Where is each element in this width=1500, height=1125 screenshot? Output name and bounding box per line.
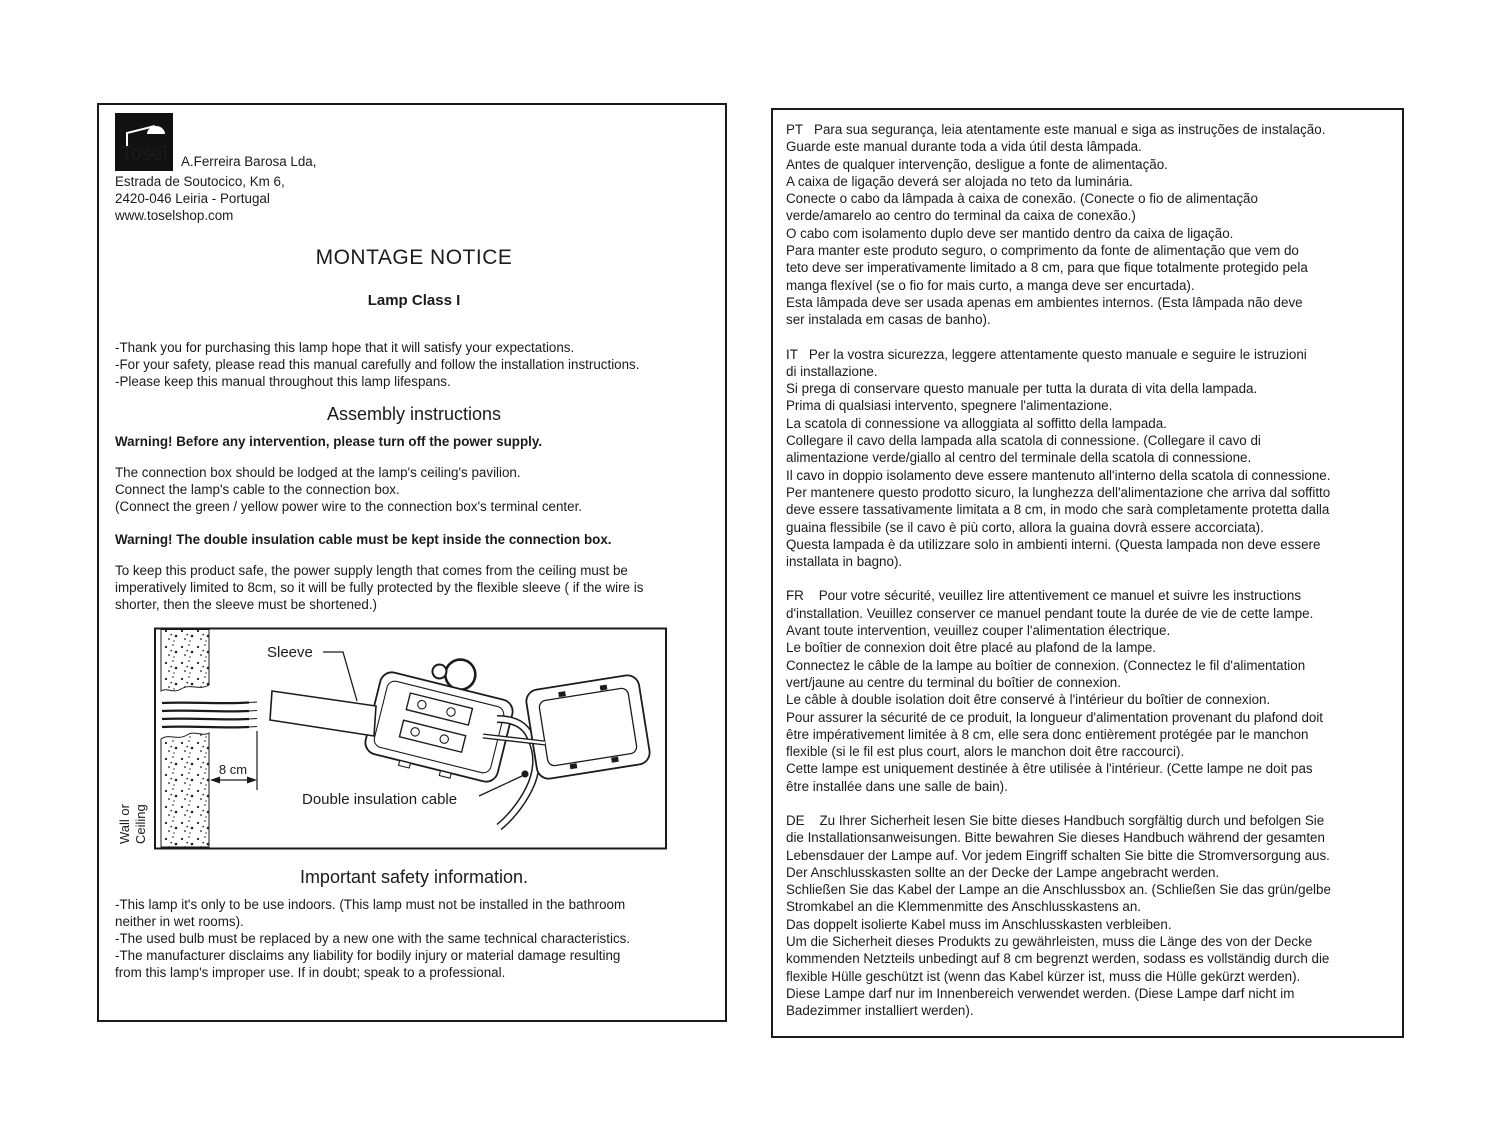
assembly-heading: Assembly instructions [326,404,502,424]
text-line: flexible (si le fil est plus court, alors le manchon doit être raccourci). [786,744,1185,760]
text-line: Cette lampe est uniquement destinée à être utilisée à l'intérieur. (Cette lampe ne doit pas [786,761,1313,777]
text-line: Um die Sicherheit dieses Produkts zu gewährleisten, muss die Länge des von der Decke [786,934,1313,950]
lamp-logo-icon [115,113,173,171]
language-section-de [786,812,1394,1020]
text-line: Le câble à double isolation doit être conservé à l'intérieur du boîtier de connexion. [786,692,1271,708]
text-line: www.toselshop.com [115,208,234,223]
text-line: Schließen Sie das Kabel der Lampe an die Anschlussbox an. (Schließen Sie das grün/gelbe [786,882,1331,898]
svg-text:Ceiling: Ceiling [133,804,148,844]
installation-diagram [99,627,713,853]
text-line: (Connect the green / yellow power wire to the connection box's terminal center. [115,499,583,514]
language-section-pt [786,121,1394,329]
text-line: Le boîtier de connexion doit être placé au plafond de la lampe. [786,640,1156,656]
warning-insulation: Warning! The double insulation cable must be kept inside the connection box. [115,532,612,547]
text-line: teto deve ser imperativamente limitado a 8 cm, para que fique totalmente protegido pela [786,260,1308,276]
text-line: IT Per la vostra sicurezza, leggere attentamente questo manuale e seguire le istruzioni [786,346,1307,362]
assembly-paragraph [115,464,713,515]
text-line: neither in wet rooms). [115,914,244,929]
text-line: vert/jaune au centre du terminal du boîtier de connexion. [786,674,1121,690]
text-line: 2420-046 Leiria - Portugal [115,191,270,206]
text-line: Connect the lamp's cable to the connection box. [115,482,400,497]
text-line: Para manter este produto seguro, o comprimento da fonte de alimentação que vem do [786,243,1299,259]
text-line: di installazione. [786,363,878,379]
language-section-it [786,346,1394,571]
text-line: A caixa de ligação deverá ser alojada no teto da luminária. [786,173,1133,189]
text-line: Lebensdauer der Lampe auf. Vor jedem Eingriff schalten Sie bitte die Stromversorgung aus. [786,847,1330,863]
safety-heading: Important safety information. [299,867,529,887]
text-line: installata in bagno). [786,554,903,570]
intro-paragraph [115,339,713,390]
text-line: Conecte o cabo da lâmpada à caixa de conexão. (Conecte o fio de alimentação [786,191,1258,207]
page-title: MONTAGE NOTICE [315,246,513,269]
text-line: -For your safety, please read this manual carefully and follow the installation instructions. [115,357,640,372]
text-line: -Thank you for purchasing this lamp hope that it will satisfy your expectations. [115,340,575,355]
text-line: -Please keep this manual throughout this lamp lifespans. [115,374,451,389]
text-line: deve essere tassativamente limitata a 8 cm, in modo che sarà completamente protetta dalla [786,502,1330,518]
text-line: Antes de qualquer intervenção, desligue a fonte de alimentação. [786,156,1168,172]
text-line: guaina flessibile (se il cavo è più corto, allora la guaina dovrà essere accorciata). [786,519,1264,535]
safety-paragraph [115,896,713,981]
wall-ceiling-label [117,803,148,844]
note-paragraph [115,562,713,613]
text-line: -This lamp it's only to be use indoors. (This lamp must not be installed in the bathroom [115,897,626,912]
svg-text:Wall or: Wall or [117,804,132,844]
warning-power-supply: Warning! Before any intervention, please turn off the power supply. [115,434,543,449]
text-line: Connectez le câble de la lampe au boîtier de connexion. (Connectez le fil d'alimentation [786,657,1306,673]
cover-plate [525,674,652,781]
right-panel-translations [771,108,1404,1038]
text-line: verde/amarelo ao centro do terminal da caixa de conexão.) [786,208,1136,224]
text-line: manga flexível (se o fio for mais curto, a manga deve ser encurtada). [786,277,1195,293]
company-address [115,173,713,224]
text-line: Estrada de Soutocico, Km 6, [115,174,285,189]
text-line: PT Para sua segurança, leia atentamente este manual e siga as instruções de instalação. [786,122,1326,137]
text-line: from this lamp's improper use. If in doubt; speak to a professional. [115,965,506,980]
company-name: A.Ferreira Barosa Lda, [181,154,317,169]
text-line: kommenden Netzteils unbedingt auf 8 cm begrenzt werden, sodass es vollständig durch die [786,951,1330,967]
text-line: Questa lampada è da utilizzare solo in ambienti interni. (Questa lampada non deve essere [786,536,1321,552]
tosel-logo [115,113,173,171]
text-line: Das doppelt isolierte Kabel muss im Anschlusskasten verbleiben. [786,916,1172,932]
text-line: Esta lâmpada deve ser usada apenas em ambientes internos. (Esta lâmpada não deve [786,294,1303,310]
language-section-fr [786,587,1394,795]
text-line: Il cavo in doppio isolamento deve essere mantenuto all'interno della scatola di connessione. [786,467,1331,483]
dimension-text: 8 cm [218,762,248,777]
text-line: Diese Lampe darf nur im Innenbereich verwendet werden. (Diese Lampe darf nicht im [786,985,1295,1001]
text-line: -The used bulb must be replaced by a new one with the same technical characteristics. [115,931,631,946]
text-line: La scatola di connessione va alloggiata al soffitto della lampada. [786,415,1167,431]
text-line: die Installationsanweisungen. Bitte bewahren Sie dieses Handbuch während der gesamten [786,830,1325,846]
text-line: shorter, then the sleeve must be shortened.) [115,597,378,612]
svg-text:Sleeve: Sleeve [267,644,313,661]
text-line: Pour assurer la sécurité de ce produit, la longueur d'alimentation provenant du plafond doit [786,709,1324,725]
text-line: Der Anschlusskasten sollte an der Decke der Lampe angebracht werden. [786,864,1220,880]
text-line: imperatively limited to 8cm, so it will be fully protected by the flexible sleeve ( if the wire is [115,580,644,595]
text-line: Collegare il cavo della lampada alla scatola di connessione. (Collegare il cavo di [786,433,1261,449]
text-line: Prima di qualsiasi intervento, spegnere l'alimentazione. [786,398,1113,414]
text-line: d'installation. Veuillez conserver ce manuel pendant toute la durée de vie de cette lampe. [786,605,1314,621]
text-line: flexible Hülle geschützt ist (wenn das Kabel kürzer ist, muss die Hülle gekürzt werden). [786,968,1301,984]
text-line: O cabo com isolamento duplo deve ser mantido dentro da caixa de ligação. [786,225,1234,241]
text-line: ser instalada em casas de banho). [786,312,991,328]
text-line: Per mantenere questo prodotto sicuro, la lunghezza dell'alimentazione che arriva dal soffitto [786,484,1331,500]
text-line: FR Pour votre sécurité, veuillez lire attentivement ce manuel et suivre les instructions [786,588,1302,604]
text-line: -The manufacturer disclaims any liability for bodily injury or material damage resulting [115,948,621,963]
text-line: DE Zu Ihrer Sicherheit lesen Sie bitte dieses Handbuch sorgfältig durch und befolgen Sie [786,812,1325,828]
text-line: Stromkabel an die Klemmenmitte des Anschlusskastens an. [786,899,1142,915]
left-panel-english [97,103,727,1022]
text-line: To keep this product safe, the power supply length that comes from the ceiling must be [115,563,628,578]
page-subtitle: Lamp Class I [367,292,461,309]
text-line: être installée dans une salle de bain). [786,778,1008,794]
text-line: Guarde este manual durante toda a vida útil desta lâmpada. [786,139,1142,155]
text-line: Si prega di conservare questo manuale per tutta la durata di vita della lampada. [786,381,1258,397]
text-line: alimentazione verde/giallo al centro del terminale della scatola di connessione. [786,450,1252,466]
header-block [115,113,713,171]
text-line: Badezimmer installiert werden). [786,1003,974,1019]
text-line: Avant toute intervention, veuillez couper l'alimentation électrique. [786,623,1171,639]
text-line: The connection box should be lodged at the lamp's ceiling's pavilion. [115,465,521,480]
text-line: être impérativement limitée à 8 cm, elle sera donc entièrement protégée par le manchon [786,726,1309,742]
wall-section [161,630,209,848]
logo-text: Tosel [120,143,168,165]
svg-text:Double insulation cable: Double insulation cable [302,791,458,808]
